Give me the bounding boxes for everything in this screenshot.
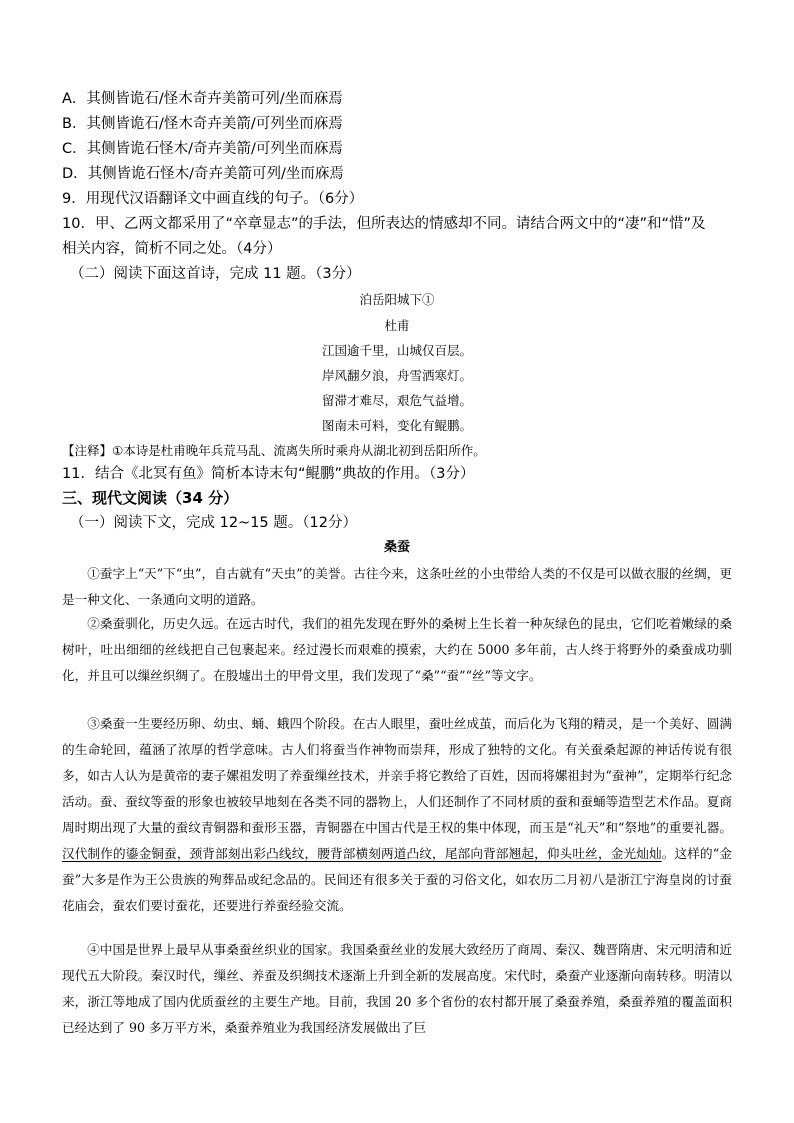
article-paragraph-3 [62,711,732,919]
option-b: B．其侧皆诡石/怪木奇卉美箭/可列坐而庥焉 [62,116,343,132]
paragraph-3-text-b: 。这样的“金蚕”大多是作为王公贵族的殉葬品或纪念品的。民间还有很多关于蚕的习俗文化，如农历二月初八是浙江宁海皇岗的讨蚕花庙会，蚕农们要讨蚕花，还要进行养蚕经验交流。 [62,846,732,913]
paragraph-3-text-a: ③桑蚕一生要经历卵、幼虫、蛹、蛾四个阶段。在古人眼里，蚕吐丝成茧，而后化为飞翔的精灵，是一个美好、圆满的生命轮回，蕴涵了浓厚的哲学意味。古人们将蚕当作神物而崇拜，形成了独特的文化。有关蚕桑起源的神话传说有很多，如古人认为是黄帝的妻子嫘祖发明了养蚕缫丝技术，并亲手将它教给了百姓，因而将嫘祖封为“蚕神”，定期举行纪念活动。蚕、蚕纹等蚕的形象也被较早地刻在各类不同的器物上，人们还制作了不同材质的蚕和蚕蛹等造型艺术作品。夏商周时期出现了大量的蚕纹青铜器和蚕形玉器，青铜器在中国古代是王权的集中体现，而玉是“礼天”和“祭地”的重要礼器。 [62,716,732,835]
question-10-line2: 相关内容，简析不同之处。（4分） [62,241,282,257]
poem-note: 【注释】①本诗是杜甫晚年兵荒马乱、流离失所时乘舟从湖北初到岳阳所作。 [62,443,486,458]
poem-title: 泊岳阳城下① [359,292,435,307]
question-11: 11．结合《北冥有鱼》简析本诗末句“鲲鹏”典故的作用。（3分） [62,466,475,482]
question-9: 9．用现代汉语翻译文中画直线的句子。（6分） [62,191,364,207]
poem-line: 岸风翻夕浪，舟雪洒寒灯。 [321,368,472,383]
option-d: D．其侧皆诡石怪木/奇卉美箭可列/坐而庥焉 [62,166,344,182]
option-c: C．其侧皆诡石怪木/奇卉美箭/可列坐而庥焉 [62,141,343,157]
poem-line: 留滞才难尽，艰危气益增。 [321,393,472,408]
article-paragraph-2: ②桑蚕驯化，历史久远。在远古时代，我们的祖先发现在野外的桑树上生长着一种灰绿色的昆虫，它们吃着嫩绿的桑树叶，吐出细细的丝线把自己包裹起来。经过漫长而艰难的摸索，大约在 5000 多年前，古人终于将野外的桑蚕成功驯化，并且可以缫丝织绸了。在殷墟出土的甲骨文里，我们发现了“桑”“蚕”“丝”等文字。 [62,616,732,683]
option-a: A．其侧皆诡石/怪木奇卉美箭可列/坐而庥焉 [62,91,343,107]
part2-intro: （二）阅读下面这首诗，完成 11 题。（3分） [70,266,361,282]
article-paragraph-1: ①蚕字上“天”下“虫”，自古就有“天虫”的美誉。古往今来，这条吐丝的小虫带给人类的不仅是可以做衣服的丝绸，更是一种文化、一条通向文明的道路。 [62,566,732,607]
poem-author: 杜甫 [384,318,410,333]
section-3-subtitle: （一）阅读下文，完成 12~15 题。（12分） [70,515,357,531]
question-10-line1: 10．甲、乙两文都采用了“卒章显志”的手法，但所表达的情感却不同。请结合两文中的“凄”和“惜”及 [62,216,706,232]
poem-line: 江国逾千里，山城仅百层。 [321,343,472,358]
article-title: 桑蚕 [383,540,410,555]
article-paragraph-4: ④中国是世界上最早从事桑蚕丝织业的国家。我国桑蚕丝业的发展大致经历了商周、秦汉、魏晋隋唐、宋元明清和近现代五大阶段。秦汉时代，缫丝、养蚕及织绸技术逐渐上升到全新的发展高度。宋代时，桑蚕产业逐渐向南转移。明清以来，浙江等地成了国内优质蚕丝的主要生产地。目前，我国 20 多个省份的农村都开展了桑蚕养殖，桑蚕养殖的覆盖面积已经达到了 90 多万平方米，桑蚕养殖业为我国经济发展做出了巨 [62,942,732,1035]
section-3-title: 三、现代文阅读（34 分） [62,489,239,507]
underlined-sentence: 汉代制作的鎏金铜蚕，颈背部刻出彩凸线纹，腰背部横刻两道凸纹，尾部向背部翘起，仰头吐丝，金光灿灿 [62,846,662,861]
poem-line: 图南未可料，变化有鲲鹏。 [321,418,472,433]
